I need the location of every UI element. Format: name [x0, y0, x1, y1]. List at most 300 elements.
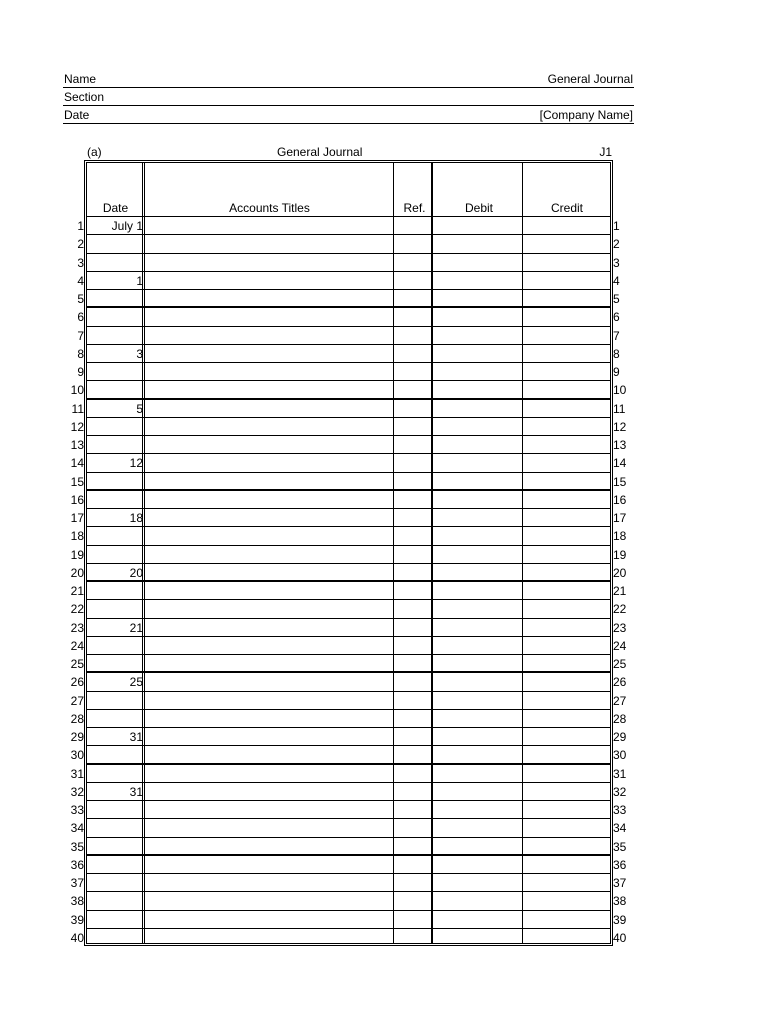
- credit-cell[interactable]: [523, 290, 610, 306]
- accounts-cell[interactable]: [145, 856, 393, 873]
- journal-row: [87, 381, 610, 399]
- ref-cell[interactable]: [394, 710, 431, 727]
- journal-row: [87, 363, 610, 381]
- line-number-right: 2: [613, 237, 620, 252]
- debit-cell[interactable]: [433, 637, 522, 654]
- line-number-left: 38: [70, 894, 84, 909]
- debit-cell[interactable]: [433, 728, 522, 745]
- credit-cell[interactable]: [523, 473, 610, 489]
- accounts-cell[interactable]: [145, 217, 393, 234]
- journal-row: [87, 436, 610, 454]
- accounts-cell[interactable]: [145, 254, 393, 271]
- ref-cell[interactable]: [394, 436, 431, 453]
- journal-row: [87, 801, 610, 819]
- journal-row: [87, 254, 610, 272]
- line-number-right: 37: [613, 876, 627, 890]
- ref-cell[interactable]: [394, 619, 431, 636]
- section-label: Section: [64, 90, 105, 104]
- accounts-cell[interactable]: [145, 746, 393, 762]
- accounts-cell[interactable]: [145, 673, 393, 690]
- accounts-cell[interactable]: [145, 619, 393, 636]
- accounts-cell[interactable]: [145, 911, 393, 928]
- line-number-right: 36: [613, 857, 627, 872]
- accounts-cell[interactable]: [145, 929, 393, 947]
- name-line: [63, 70, 634, 88]
- part-label: (a): [87, 145, 102, 159]
- line-number-right: 4: [613, 273, 620, 288]
- line-number-left: 18: [70, 529, 84, 544]
- col-head-debit: [434, 163, 524, 217]
- ref-cell[interactable]: [394, 692, 431, 709]
- line-number-left: 29: [70, 730, 84, 744]
- accounts-cell[interactable]: [145, 473, 393, 489]
- line-number-left: 1: [77, 219, 84, 233]
- ref-cell[interactable]: [394, 838, 431, 854]
- row-date: 31: [129, 730, 143, 744]
- ref-cell[interactable]: [394, 272, 431, 289]
- accounts-cell[interactable]: [145, 783, 393, 800]
- line-number-left: 4: [77, 273, 84, 288]
- line-number-right: 24: [613, 638, 627, 653]
- col-head-credit: [524, 163, 610, 217]
- ref-cell[interactable]: [394, 911, 431, 928]
- journal-title-row: [85, 145, 612, 161]
- ref-cell[interactable]: [394, 783, 431, 800]
- ref-cell[interactable]: [394, 491, 431, 508]
- accounts-cell[interactable]: [145, 600, 393, 617]
- line-number-left: 3: [77, 255, 84, 270]
- line-number-right: 18: [613, 529, 627, 544]
- line-number-right: 35: [613, 839, 627, 854]
- line-number-right: 5: [613, 292, 620, 306]
- journal-row: [87, 619, 610, 637]
- ref-cell[interactable]: [394, 254, 431, 271]
- ref-cell[interactable]: [394, 728, 431, 745]
- journal-label: General Journal: [547, 72, 633, 86]
- ref-cell[interactable]: [394, 637, 431, 654]
- journal-row: [87, 637, 610, 655]
- section-line: [63, 88, 634, 106]
- line-number-left: 10: [70, 383, 84, 398]
- ref-cell[interactable]: [394, 673, 431, 690]
- credit-cell[interactable]: [523, 819, 610, 836]
- col-debit-label: Debit: [464, 201, 493, 215]
- debit-cell[interactable]: [433, 254, 522, 271]
- debit-cell[interactable]: [433, 345, 522, 362]
- journal-row: [87, 783, 610, 801]
- accounts-cell[interactable]: [145, 801, 393, 818]
- journal-row: [87, 710, 610, 728]
- journal-row: [87, 874, 610, 892]
- credit-cell[interactable]: [523, 692, 610, 709]
- line-number-left: 20: [70, 565, 84, 580]
- credit-cell[interactable]: [523, 345, 610, 362]
- line-number-left: 17: [70, 511, 84, 525]
- credit-cell[interactable]: [523, 600, 610, 617]
- line-number-right: 8: [613, 346, 620, 361]
- journal-row: [87, 272, 610, 290]
- line-number-right: 6: [613, 310, 620, 325]
- journal-row: [87, 765, 610, 783]
- line-number-right: 14: [613, 456, 627, 471]
- debit-cell[interactable]: [433, 746, 522, 762]
- ref-cell[interactable]: [394, 929, 431, 947]
- debit-cell[interactable]: [433, 673, 522, 690]
- date-line: [63, 106, 634, 124]
- line-number-right: 26: [613, 675, 627, 690]
- col-ref-label: Ref.: [403, 201, 426, 215]
- journal-table: [84, 160, 613, 946]
- row-date: 3: [136, 346, 143, 361]
- journal-row: [87, 655, 610, 673]
- credit-cell[interactable]: [523, 400, 610, 417]
- accounts-cell[interactable]: [145, 637, 393, 654]
- line-number-left: 15: [70, 474, 84, 489]
- journal-row: [87, 400, 610, 418]
- accounts-cell[interactable]: [145, 655, 393, 671]
- credit-cell[interactable]: [523, 546, 610, 563]
- debit-cell[interactable]: [433, 619, 522, 636]
- credit-cell[interactable]: [523, 491, 610, 508]
- line-number-left: 28: [70, 711, 84, 726]
- line-number-left: 34: [70, 821, 84, 836]
- debit-cell[interactable]: [433, 856, 522, 873]
- credit-cell[interactable]: [523, 217, 610, 234]
- line-number-left: 13: [70, 438, 84, 452]
- debit-cell[interactable]: [433, 765, 522, 782]
- debit-cell[interactable]: [433, 473, 522, 489]
- accounts-cell[interactable]: [145, 765, 393, 782]
- accounts-cell[interactable]: [145, 819, 393, 836]
- credit-cell[interactable]: [523, 637, 610, 654]
- line-number-right: 11: [613, 401, 626, 416]
- journal-row: [87, 345, 610, 363]
- accounts-cell[interactable]: [145, 527, 393, 544]
- accounts-cell[interactable]: [145, 692, 393, 709]
- credit-cell[interactable]: [523, 582, 610, 599]
- line-number-left: 27: [70, 693, 84, 708]
- line-number-right: 27: [613, 693, 627, 708]
- accounts-cell[interactable]: [145, 874, 393, 891]
- line-number-left: 31: [70, 766, 84, 781]
- accounts-cell[interactable]: [145, 400, 393, 417]
- line-number-right: 33: [613, 803, 627, 817]
- credit-cell[interactable]: [523, 254, 610, 271]
- line-number-right: 12: [613, 419, 627, 434]
- row-date: 31: [129, 784, 143, 799]
- ref-cell[interactable]: [394, 600, 431, 617]
- debit-cell[interactable]: [433, 235, 522, 252]
- line-number-left: 19: [70, 547, 84, 562]
- line-number-right: 3: [613, 255, 620, 270]
- line-number-right: 40: [613, 930, 627, 945]
- debit-cell[interactable]: [433, 363, 522, 380]
- credit-cell[interactable]: [523, 911, 610, 928]
- page-ref: J1: [599, 145, 612, 159]
- journal-row: [87, 856, 610, 874]
- debit-cell[interactable]: [433, 892, 522, 909]
- line-number-left: 39: [70, 912, 84, 927]
- ref-cell[interactable]: [394, 655, 431, 671]
- journal-row: [87, 235, 610, 253]
- ref-cell[interactable]: [394, 801, 431, 818]
- line-number-left: 21: [70, 584, 84, 598]
- accounts-cell[interactable]: [145, 308, 393, 325]
- line-number-left: 5: [77, 292, 84, 306]
- line-number-right: 19: [613, 547, 627, 562]
- debit-cell[interactable]: [433, 381, 522, 397]
- credit-cell[interactable]: [523, 381, 610, 397]
- credit-cell[interactable]: [523, 327, 610, 344]
- accounts-cell[interactable]: [145, 710, 393, 727]
- accounts-cell[interactable]: [145, 838, 393, 854]
- ref-cell[interactable]: [394, 527, 431, 544]
- divider-debit: [522, 163, 523, 943]
- row-date: 12: [129, 456, 143, 471]
- row-date: 1: [136, 273, 143, 288]
- ref-cell[interactable]: [394, 418, 431, 435]
- debit-cell[interactable]: [433, 929, 522, 947]
- credit-cell[interactable]: [523, 655, 610, 671]
- debit-cell[interactable]: [433, 801, 522, 818]
- credit-cell[interactable]: [523, 619, 610, 636]
- journal-row: [87, 838, 610, 856]
- debit-cell[interactable]: [433, 819, 522, 836]
- accounts-cell[interactable]: [145, 345, 393, 362]
- ref-cell[interactable]: [394, 564, 431, 580]
- debit-cell[interactable]: [433, 272, 522, 289]
- row-date: 5: [136, 401, 143, 416]
- line-number-right: 38: [613, 894, 627, 909]
- ref-cell[interactable]: [394, 856, 431, 873]
- line-number-right: 32: [613, 784, 627, 799]
- ref-cell[interactable]: [394, 892, 431, 909]
- line-number-right: 28: [613, 711, 627, 726]
- journal-row: [87, 327, 610, 345]
- line-number-right: 34: [613, 821, 627, 836]
- accounts-cell[interactable]: [145, 491, 393, 508]
- credit-cell[interactable]: [523, 308, 610, 325]
- ref-cell[interactable]: [394, 290, 431, 306]
- journal-row: [87, 746, 610, 764]
- credit-cell[interactable]: [523, 564, 610, 580]
- col-head-accounts: [144, 163, 395, 217]
- journal-row: [87, 527, 610, 545]
- journal-title: General Journal: [277, 145, 363, 159]
- debit-cell[interactable]: [433, 655, 522, 671]
- accounts-cell[interactable]: [145, 582, 393, 599]
- credit-cell[interactable]: [523, 235, 610, 252]
- line-number-right: 30: [613, 748, 627, 763]
- debit-cell[interactable]: [433, 491, 522, 508]
- line-number-left: 8: [77, 346, 84, 361]
- ref-cell[interactable]: [394, 874, 431, 891]
- line-number-right: 9: [613, 365, 620, 379]
- line-number-right: 17: [613, 511, 627, 525]
- debit-cell[interactable]: [433, 418, 522, 435]
- credit-cell[interactable]: [523, 838, 610, 854]
- debit-cell[interactable]: [433, 710, 522, 727]
- line-number-right: 39: [613, 912, 627, 927]
- col-head-ref: [395, 163, 434, 217]
- line-number-left: 7: [77, 328, 84, 343]
- accounts-cell[interactable]: [145, 454, 393, 471]
- line-number-right: 31: [613, 766, 627, 781]
- debit-cell[interactable]: [433, 874, 522, 891]
- ref-cell[interactable]: [394, 546, 431, 563]
- credit-cell[interactable]: [523, 454, 610, 471]
- ref-cell[interactable]: [394, 308, 431, 325]
- line-number-right: 20: [613, 565, 627, 580]
- line-number-right: 23: [613, 620, 627, 635]
- line-number-right: 7: [613, 328, 620, 343]
- row-date: 20: [129, 565, 143, 580]
- journal-row: [87, 819, 610, 837]
- company-name: [Company Name]: [539, 108, 633, 122]
- journal-row: [87, 546, 610, 564]
- credit-cell[interactable]: [523, 765, 610, 782]
- accounts-cell[interactable]: [145, 564, 393, 580]
- ref-cell[interactable]: [394, 400, 431, 417]
- line-number-right: 29: [613, 730, 627, 744]
- line-number-right: 13: [613, 438, 627, 452]
- debit-cell[interactable]: [433, 692, 522, 709]
- debit-cell[interactable]: [433, 327, 522, 344]
- debit-cell[interactable]: [433, 838, 522, 854]
- line-number-left: 2: [77, 237, 84, 252]
- debit-cell[interactable]: [433, 290, 522, 306]
- name-label: Name: [64, 72, 97, 86]
- ref-cell[interactable]: [394, 235, 431, 252]
- line-number-left: 40: [70, 930, 84, 945]
- credit-cell[interactable]: [523, 929, 610, 947]
- credit-cell[interactable]: [523, 746, 610, 762]
- ref-cell[interactable]: [394, 381, 431, 397]
- journal-row: [87, 509, 610, 527]
- line-number-left: 9: [77, 365, 84, 379]
- credit-cell[interactable]: [523, 436, 610, 453]
- credit-cell[interactable]: [523, 363, 610, 380]
- line-number-right: 1: [613, 219, 620, 233]
- credit-cell[interactable]: [523, 418, 610, 435]
- debit-cell[interactable]: [433, 783, 522, 800]
- accounts-cell[interactable]: [145, 290, 393, 306]
- line-number-left: 22: [70, 602, 84, 617]
- debit-cell[interactable]: [433, 582, 522, 599]
- row-date: July 1: [111, 219, 143, 233]
- debit-cell[interactable]: [433, 400, 522, 417]
- ref-cell[interactable]: [394, 327, 431, 344]
- journal-row: [87, 491, 610, 509]
- ref-cell[interactable]: [394, 454, 431, 471]
- journal-row: [87, 454, 610, 472]
- ref-cell[interactable]: [394, 473, 431, 489]
- col-date-label: Date: [102, 201, 129, 215]
- col-credit-label: Credit: [550, 201, 583, 215]
- accounts-cell[interactable]: [145, 509, 393, 526]
- journal-row: [87, 217, 610, 235]
- journal-row: [87, 911, 610, 929]
- journal-row: [87, 892, 610, 910]
- ref-cell[interactable]: [394, 509, 431, 526]
- debit-cell[interactable]: [433, 509, 522, 526]
- line-number-left: 16: [70, 492, 84, 507]
- ref-cell[interactable]: [394, 363, 431, 380]
- debit-cell[interactable]: [433, 911, 522, 928]
- credit-cell[interactable]: [523, 527, 610, 544]
- debit-cell[interactable]: [433, 527, 522, 544]
- line-number-left: 25: [70, 657, 84, 671]
- journal-row: [87, 728, 610, 746]
- accounts-cell[interactable]: [145, 272, 393, 289]
- accounts-cell[interactable]: [145, 546, 393, 563]
- debit-cell[interactable]: [433, 454, 522, 471]
- credit-cell[interactable]: [523, 856, 610, 873]
- line-number-right: 10: [613, 383, 627, 398]
- divider-ref: [431, 163, 433, 943]
- journal-row: [87, 582, 610, 600]
- debit-cell[interactable]: [433, 436, 522, 453]
- journal-row: [87, 290, 610, 308]
- ref-cell[interactable]: [394, 217, 431, 234]
- line-number-left: 23: [70, 620, 84, 635]
- journal-row: [87, 308, 610, 326]
- accounts-cell[interactable]: [145, 381, 393, 397]
- row-date: 21: [129, 620, 143, 635]
- journal-row: [87, 564, 610, 582]
- line-number-left: 36: [70, 857, 84, 872]
- line-number-left: 11: [71, 401, 84, 416]
- debit-cell[interactable]: [433, 217, 522, 234]
- credit-cell[interactable]: [523, 892, 610, 909]
- ref-cell[interactable]: [394, 582, 431, 599]
- accounts-cell[interactable]: [145, 327, 393, 344]
- credit-cell[interactable]: [523, 783, 610, 800]
- ref-cell[interactable]: [394, 819, 431, 836]
- credit-cell[interactable]: [523, 710, 610, 727]
- accounts-cell[interactable]: [145, 892, 393, 909]
- accounts-cell[interactable]: [145, 436, 393, 453]
- debit-cell[interactable]: [433, 564, 522, 580]
- line-number-right: 21: [613, 584, 627, 598]
- accounts-cell[interactable]: [145, 235, 393, 252]
- line-number-left: 14: [70, 456, 84, 471]
- line-number-left: 26: [70, 675, 84, 690]
- debit-cell[interactable]: [433, 600, 522, 617]
- credit-cell[interactable]: [523, 728, 610, 745]
- ref-cell[interactable]: [394, 746, 431, 762]
- row-date: 25: [129, 675, 143, 690]
- credit-cell[interactable]: [523, 509, 610, 526]
- journal-row: [87, 600, 610, 618]
- credit-cell[interactable]: [523, 801, 610, 818]
- debit-cell[interactable]: [433, 308, 522, 325]
- ref-cell[interactable]: [394, 345, 431, 362]
- ref-cell[interactable]: [394, 765, 431, 782]
- accounts-cell[interactable]: [145, 363, 393, 380]
- journal-row: [87, 473, 610, 491]
- journal-row: [87, 673, 610, 691]
- line-number-right: 22: [613, 602, 627, 617]
- credit-cell[interactable]: [523, 673, 610, 690]
- accounts-cell[interactable]: [145, 418, 393, 435]
- credit-cell[interactable]: [523, 272, 610, 289]
- credit-cell[interactable]: [523, 874, 610, 891]
- accounts-cell[interactable]: [145, 728, 393, 745]
- divider-accounts: [393, 163, 394, 943]
- debit-cell[interactable]: [433, 546, 522, 563]
- divider-date: [142, 163, 145, 943]
